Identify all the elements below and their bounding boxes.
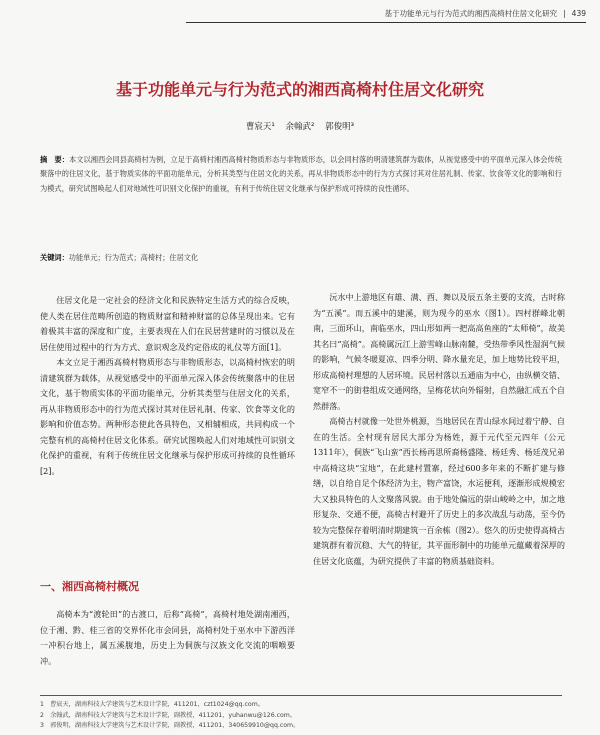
keywords-text: 功能单元；行为范式；高椅村；住居文化 — [68, 253, 199, 262]
abstract-text: 本文以湘西会同县高椅村为例，立足于高椅村湘西高椅村物质形态与非物质形态，以会同村落的明清建筑群为载体，从视觉感受中的平面单元深入体会传统聚落中的住居文化，基于物质实体的平面功能单元，分析其类型与住居文化的关系，再从非物质形态中的行为方式探讨其对住居礼制、传家、饮食等文化的影响和行为模式，研究试图唤起人们对地域性可识别文化保护的重视，有利于传统住居文化继承与保护形成可持续的良性循环。 — [40, 155, 562, 193]
author-list — [0, 120, 600, 132]
author-1: 曹宸天¹ — [245, 122, 275, 132]
abstract-label: 摘 要： — [40, 155, 70, 164]
body-column-left — [40, 293, 295, 479]
author-2: 余翰武² — [285, 122, 315, 132]
page-number: 439 — [571, 9, 586, 18]
running-header-title: 基于功能单元与行为范式的湘西高椅村住居文化研究 — [384, 9, 558, 18]
section-heading: 一、湘西高椅村概况 — [40, 580, 139, 593]
paragraph: 高椅古村就像一处世外桃源，当地居民在青山绿水间过着宁静、自在的生活。全村现有居民大部分为杨姓，源于元代至元四年（公元1311年），侗族“飞山蛮”西长杨再思所裔杨盛隆、杨廷秀、杨廷茂兄弟中高椅这块“宝地”，在此建村置寨，经过600多年来的不断扩建与修缮，以自给自足个体经济为主，物产富饶，水运便利，逐渐形成规模宏大又独具特色的人文聚落风貌。由于地处偏远的崇山峻岭之中，加之地形复杂、交通不便，高椅古村避开了历史上的多次战乱与动荡，至今仍较为完整保存着明清时期建筑一百余栋（图2）。悠久的历史使得高椅古建筑群有着沉稳、大气的特征，其平面形制中的功能单元蕴藏着深厚的住居文化底蕴，为研究提供了丰富的物质基础资料。 — [313, 416, 566, 566]
footnote: 1 曹宸天，湖南科技大学建筑与艺术设计学院，411201，czt1024@qq.com。 — [40, 701, 264, 708]
abstract — [40, 153, 562, 196]
keywords-label: 关键词： — [40, 253, 69, 262]
paragraph: 住居文化是一定社会的经济文化和民族特定生活方式的综合反映，使人类在居住范畴所创造的物质财富和精神财富的总体呈现出来。它有着极其丰富的深度和广度，主要表现在人们在民居营建时的习惯以及在居住使用过程中的行为方式、意识观念及约定俗成的礼仪等方面[1]。 — [40, 295, 295, 352]
footnotes — [40, 695, 562, 732]
running-header: 基于功能单元与行为范式的湘西高椅村住居文化研究 | 439 — [186, 8, 586, 23]
paragraph: 本文立足于湘西高椅村物质形态与非物质形态，以高椅村恢宏的明清建筑群为载体，从视觉感受中的平面单元深入体会传统聚落中的住居文化，基于物质实体的平面功能单元，分析其类型与住居文化的关系，再从非物质形态中的行为范式探讨其对住居礼制、传家、饮食等文化的影响和价值态势。两种形态使此各具特色，又相辅相成，共同构成一个完整有机的高椅村住居文化体系。研究试图唤起人们对地域性可识别文化保护的重视，有利于传统住居文化继承与保护形成可持续的良性循环[2]。 — [40, 357, 295, 476]
body-column-right — [313, 290, 565, 569]
paragraph: 沅水中上游地区有雄、满、酉、舞以及辰五条主要的支流，古时称为“五溪”。而五溪中的建溪，则为现今的巫水（图1）。四村群峰北朝南，三面环山，南临巫水，四山形如两一把高高鱼座的“太师椅”，故美其名曰“高椅”。高椅属沅江上游雪峰山脉南麓，受热带季风性湿润气候的影响，气候冬暖夏凉、四季分明、降水量充足，加上地势比较平坦，形成高椅村理想的人居环境。民居村落以五通庙为中心，由纵横交错、宽窄不一的街巷组成交通网络，呈梅花状向外辐射，自然融汇成五个自然群落。 — [313, 292, 565, 411]
footnote: 3 郭俊明，湖南科技大学建筑与艺术设计学院，副教授，411201，340659910@qq.com。 — [40, 722, 300, 729]
footnote: 2 余翰武，湖南科技大学建筑与艺术设计学院，副教授，411201，yuhanwu@126.com。 — [40, 711, 296, 719]
keywords — [40, 253, 562, 263]
paper-title: 基于功能单元与行为范式的湘西高椅村住居文化研究 — [115, 80, 484, 99]
author-3: 郭俊明³ — [325, 122, 355, 132]
paragraph: 高椅本为“渡轮田”的古渡口，后称“高椅”，高椅村地处湖南湘西，位于湘、黔、桂三省的交界怀化市会同县，高椅村处于巫水中下游西洋一冲积台地上，属五溪腹地，历史上为侗族与汉族文化交流的咽喉要冲。 — [40, 609, 295, 666]
body-column-left-lower — [40, 607, 295, 669]
